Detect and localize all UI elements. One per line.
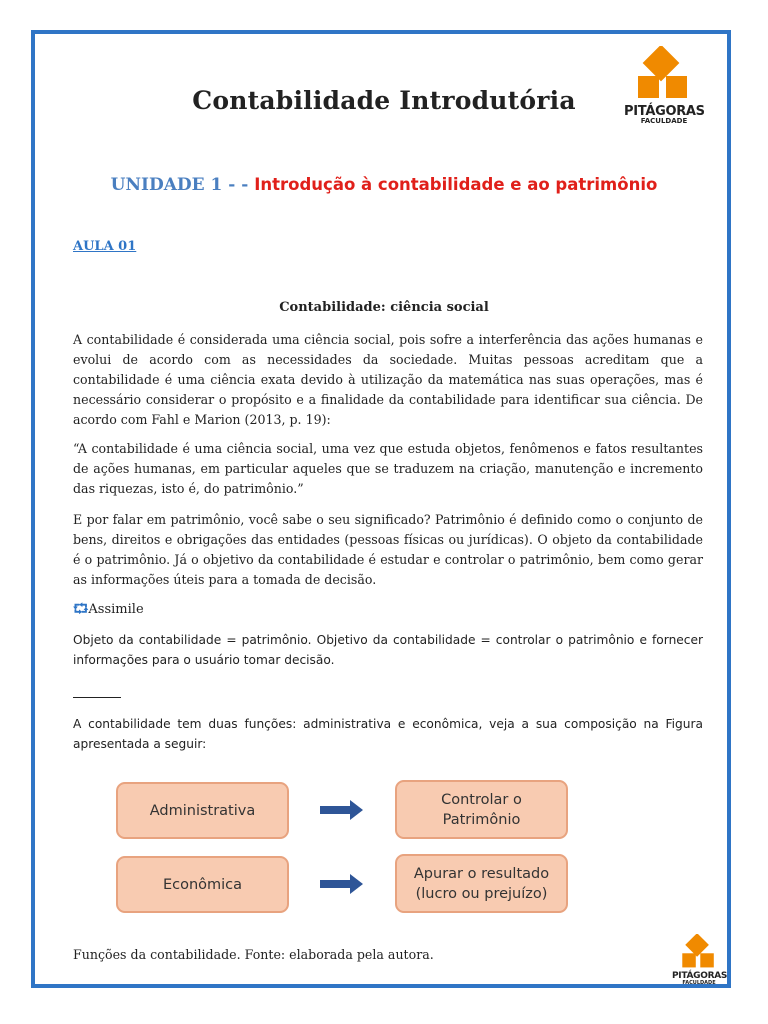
logo-subtitle: FACULDADE (682, 980, 716, 986)
separator-line (73, 697, 121, 698)
quote-paragraph: “A contabilidade é uma ciência social, uma vez que estuda objetos, fenômenos e fatos resultantes de ações humanas, em particular aqueles que se traduzem na criação, manutenção e incremento das riquezas, isto é, do patrimônio.” (73, 441, 703, 496)
loop-arrow-icon: ⮔ (73, 602, 89, 617)
assimile-callout (73, 600, 144, 622)
unit-prefix: UNIDADE 1 - - (110, 175, 255, 195)
section-heading: Contabilidade: ciência social (279, 300, 489, 315)
unit-heading (0, 175, 768, 195)
page-title: Contabilidade Introdutória (192, 86, 576, 115)
paragraph-2: E por falar em patrimônio, você sabe o seu significado? Patrimônio é definido como o conjunto de bens, direitos e obrigações das entidades (pessoas físicas ou jurídicas). O objeto da contabilidade é o patrimônio. Já o objetivo da contabilidade é estudar e controlar o patrimônio, bem como gerar as informações úteis para a tomada de decisão. (73, 512, 703, 587)
lesson-link[interactable]: AULA 01 (73, 239, 137, 254)
pitagoras-logo-icon (672, 934, 726, 970)
arrow-right-icon (320, 873, 364, 895)
paragraph-3: Objeto da contabilidade = patrimônio. Objetivo da contabilidade = controlar o patrimônio e fornecer informações para o usuário tomar decisão. (73, 633, 703, 667)
paragraph-4: A contabilidade tem duas funções: administrativa e econômica, veja a sua composição na Figura apresentada a seguir: (73, 717, 703, 751)
diagram-box-administrativa: Administrativa (116, 782, 289, 839)
diagram-box-economica: Econômica (116, 856, 289, 913)
logo-subtitle: FACULDADE (640, 117, 688, 125)
diagram-box-controlar: Controlar o Patrimônio (395, 780, 568, 839)
arrow-right-icon (320, 799, 364, 821)
diagram-box-apurar: Apurar o resultado (lucro ou prejuízo) (395, 854, 568, 913)
pitagoras-logo-bottom (672, 934, 726, 986)
figure-caption: Funções da contabilidade. Fonte: elaborada pela autora. (73, 947, 434, 962)
page-frame (31, 30, 731, 988)
logo-name: PITÁGORAS (624, 104, 705, 119)
logo-name: PITÁGORAS (672, 971, 728, 981)
unit-title: Introdução à contabilidade e ao patrimônio (254, 175, 658, 194)
assimile-label: Assimile (88, 602, 144, 617)
paragraph-1: A contabilidade é considerada uma ciência social, pois sofre a interferência das ações humanas e evolui de acordo com as necessidades da sociedade. Muitas pessoas acreditam que a contabilidade é uma ciência exata devido à utilização da matemática nas suas operações, mas é necessário considerar o propósito e a finalidade da contabilidade para identificar sua ciência. De acordo com Fahl e Marion (2013, p. 19): (73, 332, 703, 427)
